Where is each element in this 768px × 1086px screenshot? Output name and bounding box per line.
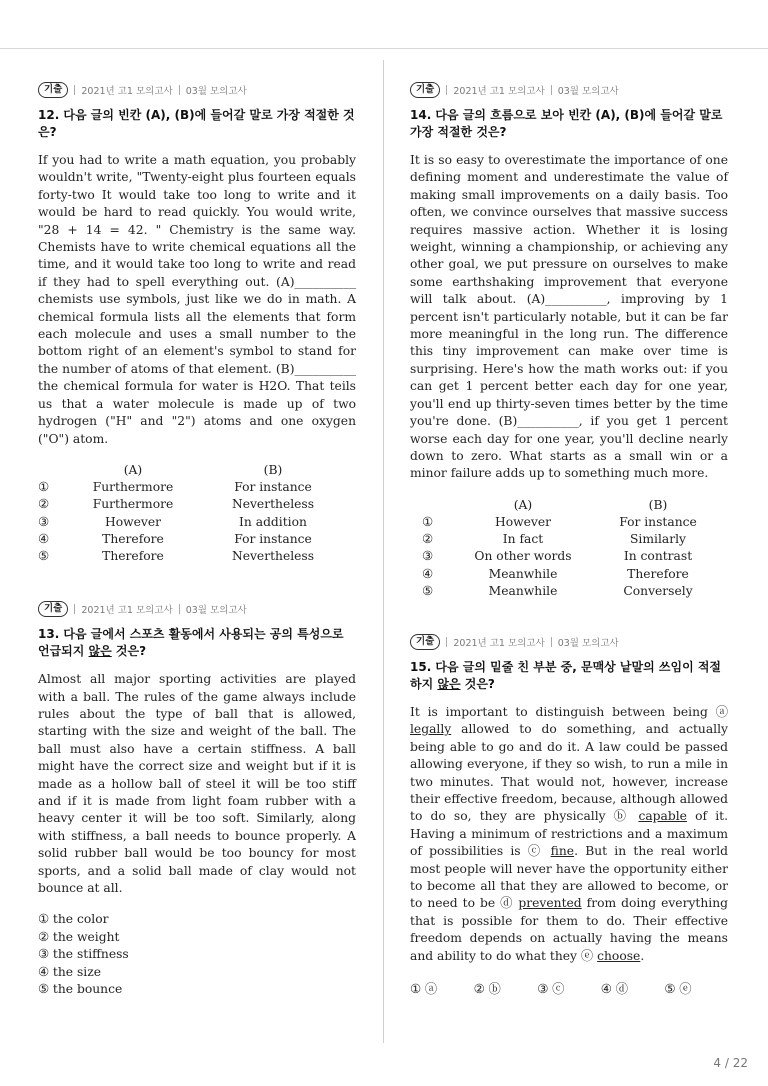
options-header <box>38 462 342 479</box>
left-column <box>38 82 356 1024</box>
question-title: 14. 다음 글의 흐름으로 보아 빈칸 (A), (B)에 들어갈 말로 가장 적절한 것은? <box>410 108 723 139</box>
option-item[interactable]: ⑤ the bounce <box>38 982 123 997</box>
underlined-word: choose <box>597 948 641 963</box>
source-line <box>410 634 728 650</box>
question-14 <box>410 82 728 600</box>
option-b: For instance <box>619 514 697 529</box>
passage: It is important to distinguish between being ⓐ legally allowed to do something, and actually being able to go and do it. A law could be passed allowing everyone, if they so wish, to run a mile in two minutes. That would not, however, increase their effective freedom, because, although allowed to do so, they are physically ⓑ capable of it. Having a minimum of restrictions and a maximum of possibilities is ⓒ fine. But in the real world most people will never have the opportunity either to become all that they are allowed to become, or to need to be ⓓ prevented from doing everything that is possible for them to do. Their effective freedom depends on actually having the means and ability to do what they ⓔ choose. <box>410 704 728 963</box>
source-line <box>38 82 356 98</box>
passage: Almost all major sporting activities are played with a ball. The rules of the game always include rules about the type of ball that is allowed, starting with the size and weight of the ball. The ball must also have a certain stiffness. A ball might have the correct size and weight but if it is made as a hollow ball of steel it will be too stiff and if it is made from light foam rubber with a heavy center it will be too soft. Similarly, along with stiffness, a ball needs to bounce properly. A solid rubber ball would be too bouncy for most sports, and a solid ball made of clay would not bounce at all. <box>38 672 356 895</box>
source-tag: 기출 <box>410 82 440 98</box>
option-item[interactable]: ② the weight <box>38 929 120 944</box>
option-number: ④ <box>38 531 50 546</box>
page-number: 4 / 22 <box>713 1056 748 1070</box>
source-year: 2021년 고1 모의고사 <box>453 637 545 649</box>
passage: It is so easy to overestimate the importance of one defining moment and underestimate the value of making small improvements on a daily basis. Too often, we convince ourselves that massive success requires massive action. Whether it is losing weight, winning a championship, or achieving any other goal, we put pressure on ourselves to make some earthshaking improvement that everyone will talk about. (A)__________, improving by 1 percent isn't particularly notable, but it can be far more meaningful in the long run. The difference this tiny improvement can make over time is surprising. Here's how the math works out: if you can get 1 percent better each day for one year, you'll end up thirty-seven times better by the time you're done. (B)__________, if you get 1 percent worse each day for one year, you'll decline nearly down to zero. What starts as a small win or a minor failure adds up to something much more. <box>410 153 728 481</box>
option-number: ⑤ <box>38 548 50 563</box>
underlined-word: capable <box>638 809 687 824</box>
options-table <box>410 497 728 600</box>
source-tag: 기출 <box>38 82 68 98</box>
options-table <box>38 462 342 565</box>
passage: If you had to write a math equation, you probably wouldn't write, "Twenty-eight plus fourteen equals forty-two It would take too long to write and it would be hard to read quickly. You would write, "28 + 14 = 42. " Chemistry is the same way. Chemists have to write chemical equations all the time, and it would take too long to write and read if they had to spell everything out. (A)__________ chemists use symbols, just like we do in math. A chemical formula lists all the elements that form each molecule and uses a small number to the bottom right of an element's symbol to stand for the number of atoms of that element. (B)__________ the chemical formula for water is H2O. That teils us that a water molecule is made up of two hydrogen ("H" and "2") atoms and one oxygen ("O") atom. <box>38 153 356 446</box>
source-month: 03월 모의고사 <box>557 637 619 649</box>
option-number: ③ <box>38 514 50 529</box>
options-list <box>38 911 356 998</box>
header-b: (B) <box>263 462 283 477</box>
option-number: ② <box>422 532 434 547</box>
source-tag: 기출 <box>38 601 68 617</box>
option-a: Therefore <box>102 531 164 546</box>
header-a: (A) <box>513 497 533 512</box>
option-b: In addition <box>239 514 307 529</box>
option-item[interactable]: ③ the stiffness <box>38 947 129 962</box>
option-item[interactable]: ⑤ ⓔ <box>664 982 692 997</box>
option-a: Furthermore <box>92 480 174 495</box>
options-header <box>410 497 728 514</box>
source-year: 2021년 고1 모의고사 <box>81 86 173 97</box>
column-divider <box>383 60 384 1043</box>
question-title: 12. 다음 글의 빈칸 (A), (B)에 들어갈 말로 가장 적절한 것은? <box>38 108 355 139</box>
option-row[interactable] <box>410 548 728 565</box>
underlined-word: fine <box>550 844 575 859</box>
option-number: ⑤ <box>422 583 434 598</box>
option-row[interactable] <box>38 548 342 565</box>
option-a: Therefore <box>102 548 164 563</box>
question-15 <box>410 634 728 997</box>
source-year: 2021년 고1 모의고사 <box>81 605 173 617</box>
question-title: 15. 다음 글의 밑줄 친 부분 중, 문맥상 낱말의 쓰임이 적절하지 않은 것은? <box>410 659 722 691</box>
option-row[interactable] <box>38 479 342 496</box>
option-a: On other words <box>474 549 572 564</box>
option-item[interactable]: ② ⓑ <box>473 982 501 997</box>
question-12 <box>38 82 356 565</box>
top-rule <box>0 48 768 49</box>
option-b: Conversely <box>623 583 693 598</box>
option-a: However <box>104 514 162 529</box>
option-b: Nevertheless <box>231 548 315 563</box>
option-row[interactable] <box>410 531 728 548</box>
source-year: 2021년 고1 모의고사 <box>453 86 545 97</box>
question-title: 13. 다음 글에서 스포츠 활동에서 사용되는 공의 특성으로 언급되지 않은 것은? <box>38 627 344 659</box>
options-row <box>410 979 728 997</box>
option-number: ③ <box>422 549 434 564</box>
option-row[interactable] <box>38 514 342 531</box>
underlined-word: legally <box>410 722 452 737</box>
option-item[interactable]: ① the color <box>38 912 109 927</box>
source-month: 03월 모의고사 <box>185 605 247 617</box>
option-b: For instance <box>234 531 312 546</box>
source-month: 03월 모의고사 <box>557 86 619 97</box>
option-number: ④ <box>422 566 434 581</box>
option-number: ① <box>38 480 50 495</box>
option-a: Meanwhile <box>488 583 558 598</box>
option-b: Nevertheless <box>231 497 315 512</box>
question-13 <box>38 601 356 998</box>
option-a: Furthermore <box>92 497 174 512</box>
option-b: In contrast <box>623 549 693 564</box>
option-row[interactable] <box>410 566 728 583</box>
option-b: Similarly <box>630 532 686 547</box>
header-a: (A) <box>123 462 143 477</box>
option-a: In fact <box>502 532 544 547</box>
source-month: 03월 모의고사 <box>185 86 247 97</box>
option-item[interactable]: ③ ⓒ <box>537 982 565 997</box>
header-b: (B) <box>648 497 668 512</box>
option-item[interactable]: ④ ⓓ <box>600 982 629 997</box>
option-a: However <box>494 514 552 529</box>
option-b: Therefore <box>627 566 689 581</box>
option-number: ① <box>422 514 434 529</box>
option-row[interactable] <box>410 583 728 600</box>
source-line <box>410 82 728 98</box>
option-row[interactable] <box>38 531 342 548</box>
option-a: Meanwhile <box>488 566 558 581</box>
option-b: For instance <box>234 480 312 495</box>
source-tag: 기출 <box>410 634 440 650</box>
option-row[interactable] <box>410 514 728 531</box>
option-item[interactable]: ④ the size <box>38 964 101 979</box>
right-column <box>410 82 728 1023</box>
option-row[interactable] <box>38 496 342 513</box>
option-item[interactable]: ① ⓐ <box>410 982 438 997</box>
option-number: ② <box>38 497 50 512</box>
source-line <box>38 601 356 617</box>
underlined-word: prevented <box>518 896 582 911</box>
